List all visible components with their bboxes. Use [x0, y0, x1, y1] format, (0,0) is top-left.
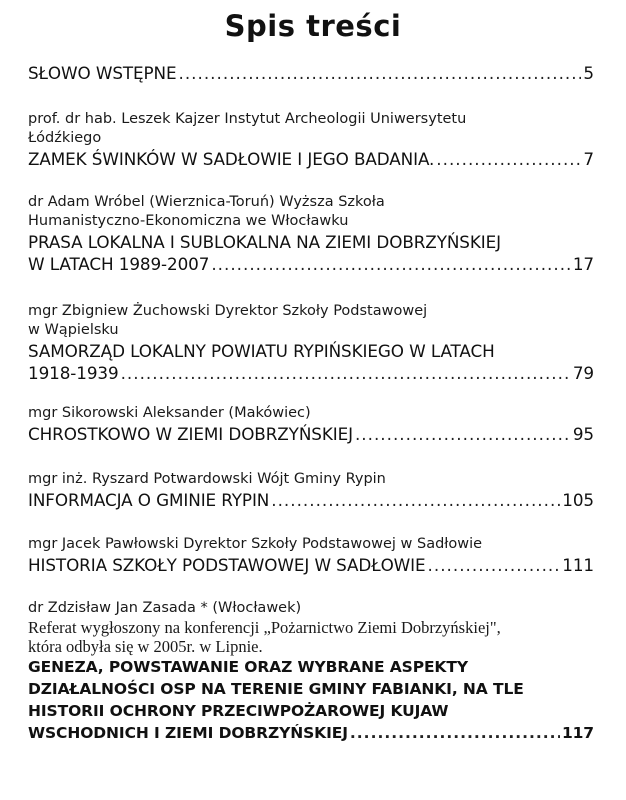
toc-heading-text: HISTORIA SZKOŁY PODSTAWOWEJ W SADŁOWIE	[28, 555, 426, 575]
page-number: 5	[583, 63, 594, 83]
page-number: 95	[572, 424, 594, 444]
toc-author-line: prof. dr hab. Leszek Kajzer Instytut Archeologii Uniwersytetu	[28, 111, 467, 127]
toc-author	[28, 535, 594, 554]
page-title: Spis treści	[224, 9, 402, 43]
page-number: 17	[572, 254, 594, 274]
toc-heading-line: SAMORZĄD LOKALNY POWIATU RYPIŃSKIEGO W LATACH	[28, 341, 495, 361]
dot-leader	[355, 423, 571, 445]
toc-heading-line: PRASA LOKALNA I SUBLOKALNA NA ZIEMI DOBRZYŃSKIEJ	[28, 232, 501, 252]
page-number: 117	[561, 724, 594, 742]
dot-leader	[179, 62, 582, 84]
dot-leader	[350, 722, 560, 744]
toc-entry	[28, 404, 594, 445]
toc-author-line: mgr Zbigniew Żuchowski Dyrektor Szkoły Podstawowej	[28, 303, 428, 319]
dot-leader	[211, 253, 571, 275]
dot-leader	[271, 489, 560, 511]
toc-author	[28, 404, 594, 423]
toc-author-line: mgr Sikorowski Aleksander (Makówiec)	[28, 405, 311, 421]
toc-entry	[28, 599, 594, 744]
dot-leader	[428, 554, 561, 576]
toc-heading-line: GENEZA, POWSTAWANIE ORAZ WYBRANE ASPEKTY	[28, 658, 468, 676]
toc-entry	[28, 62, 594, 84]
toc-heading-text: SŁOWO WSTĘPNE	[28, 63, 177, 83]
toc-author	[28, 599, 594, 618]
toc-author	[28, 302, 594, 340]
toc-heading	[28, 656, 594, 744]
toc-note-line: która odbyła się w 2005r. w Lipnie.	[28, 637, 263, 656]
toc-author	[28, 193, 594, 231]
toc-heading-text: 1918-1939	[28, 363, 119, 383]
page-number: 111	[562, 555, 594, 575]
page-number: 7	[583, 149, 594, 169]
toc-heading-text: WSCHODNICH I ZIEMI DOBRZYŃSKIEJ	[28, 724, 348, 742]
page-number: 105	[562, 490, 594, 510]
toc-heading-text: W LATACH 1989-2007	[28, 254, 210, 274]
toc-entry	[28, 193, 594, 275]
toc-author-line: dr Adam Wróbel (Wierznica-Toruń) Wyższa Szkoła	[28, 194, 385, 210]
toc-heading	[28, 554, 594, 576]
toc-author-line: mgr Jacek Pawłowski Dyrektor Szkoły Podstawowej w Sadłowie	[28, 536, 483, 552]
toc-note-line: Referat wygłoszony na konferencji „Pożarnictwo Ziemi Dobrzyńskiej",	[28, 618, 501, 637]
toc-entry	[28, 110, 594, 170]
toc-heading-line: HISTORII OCHRONY PRZECIWPOŻAROWEJ KUJAW	[28, 702, 449, 720]
toc-heading	[28, 62, 594, 84]
page-number: 79	[572, 363, 594, 383]
toc-author-line: Humanistyczno-Ekonomiczna we Włocławku	[28, 213, 349, 229]
toc-author-line: w Wąpielsku	[28, 322, 119, 338]
toc-heading	[28, 148, 594, 170]
toc-entry	[28, 302, 594, 384]
toc-heading	[28, 489, 594, 511]
dot-leader	[121, 362, 571, 384]
toc-heading	[28, 340, 594, 384]
dot-leader	[436, 148, 581, 170]
toc-note	[28, 618, 594, 656]
toc-heading-text: INFORMACJA O GMINIE RYPIN	[28, 490, 270, 510]
toc-author-line: dr Zdzisław Jan Zasada * (Włocławek)	[28, 600, 302, 616]
toc-author	[28, 470, 594, 489]
toc-author-line: mgr inż. Ryszard Potwardowski Wójt Gminy Rypin	[28, 471, 386, 487]
toc-author	[28, 110, 594, 148]
toc-heading-text: ZAMEK ŚWINKÓW W SADŁOWIE I JEGO BADANIA.	[28, 149, 435, 169]
toc-heading-text: CHROSTKOWO W ZIEMI DOBRZYŃSKIEJ	[28, 424, 353, 444]
toc-entry	[28, 470, 594, 511]
toc-heading	[28, 423, 594, 445]
toc-entry	[28, 535, 594, 576]
toc-heading	[28, 231, 594, 275]
toc-heading-line: DZIAŁALNOŚCI OSP NA TERENIE GMINY FABIANKI, NA TLE	[28, 680, 524, 698]
toc-author-line: Łódźkiego	[28, 130, 102, 146]
